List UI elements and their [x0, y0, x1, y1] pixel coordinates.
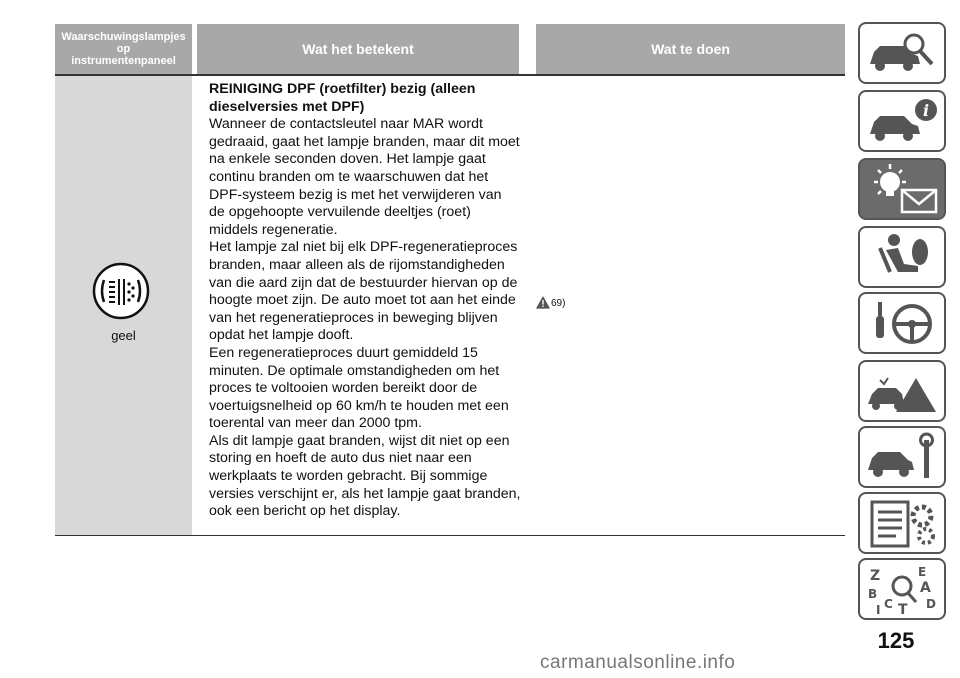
alphabet-index-icon [860, 560, 944, 618]
watermark: carmanualsonline.info [540, 652, 736, 673]
paragraph-4: Als dit lampje gaat branden, wijst dit niet op een storing en hoeft de auto dus niet naar een werkplaats te worden gebracht. Bij sommige versies verschijnt er, als het lampje gaat branden, ook een bericht op het display. [209, 432, 521, 520]
side-tab-technical-data[interactable] [858, 492, 946, 554]
svg-text:C: C [884, 597, 893, 611]
side-tab-safety[interactable] [858, 226, 946, 288]
side-tab-maintenance[interactable] [858, 426, 946, 488]
side-tab-starting-driving[interactable] [858, 292, 946, 354]
section-title [209, 81, 521, 116]
specs-gear-icon [860, 494, 944, 552]
dpf-filter-icon [92, 262, 150, 320]
svg-text:A: A [920, 580, 931, 596]
table-bottom-divider [55, 535, 845, 536]
side-tab-car-search[interactable] [858, 22, 946, 84]
warning-ref-number: 69) [551, 298, 566, 309]
svg-text:I: I [876, 603, 881, 617]
car-wrench-icon [860, 428, 944, 486]
paragraph-3: Een regeneratieproces duurt gemiddeld 15 minuten. De optimale omstandigheden om het proces te voltooien worden bereikt door de voertuigsnelheid op 60 km/h te houden met een toerental van meer dan 2000 tpm. [209, 344, 509, 432]
title-line1: REINIGING DPF (roetfilter) bezig (alleen [209, 81, 476, 97]
page-number: 125 [877, 628, 915, 653]
airbag-seat-icon [860, 228, 944, 286]
svg-text:T: T [898, 602, 908, 618]
side-tab-index[interactable] [858, 558, 946, 620]
lamp-cell [55, 76, 192, 535]
svg-text:i: i [922, 101, 930, 120]
svg-text:Z: Z [870, 568, 881, 584]
svg-text:E: E [918, 565, 927, 579]
meaning-text [209, 81, 521, 521]
svg-text:B: B [868, 587, 878, 601]
car-info-icon [860, 92, 944, 150]
header-col1-line3: instrumentenpaneel [71, 55, 176, 67]
header-col1-line2: op [116, 43, 131, 55]
warning-triangle-icon [536, 296, 550, 309]
warning-light-message-icon [860, 160, 944, 218]
paragraph-1: Wanneer de contactsleutel naar MAR wordt gedraaid, gaat het lampje branden, maar dit moet na enkele seconden doven. Het lampje gaat continu branden om te waarschuwen dat het DPF-systeem bezig is met het verwijderen van de opgehoopte vervuilende deeltjes (roet) middels regeneratie. [209, 116, 520, 238]
lamp-color-label: geel [111, 328, 136, 343]
side-tab-emergency[interactable] [858, 360, 946, 422]
side-tab-warning-lights[interactable] [858, 158, 946, 220]
key-steering-wheel-icon [860, 294, 944, 352]
title-line2: dieselversies met DPF) [209, 98, 365, 115]
paragraph-2: Het lampje zal niet bij elk DPF-regeneratieproces branden, maar alleen als de rijomstandigheden van die aard zijn dat de bestuurder hiervan op de hoogte moet zijn. De auto moet tot aan het einde van het regeneratieproces in beweging blijven opdat het lampje dooft. [209, 239, 518, 344]
car-search-icon [860, 24, 944, 82]
svg-text:D: D [926, 597, 936, 611]
header-meaning: Wat het betekent [197, 24, 519, 74]
header-col1-line1: Waarschuwingslampjes [61, 31, 186, 43]
car-accident-icon [860, 362, 944, 420]
warning-reference[interactable] [536, 296, 565, 309]
header-action: Wat te doen [536, 24, 845, 74]
header-warning-lights [55, 24, 192, 74]
side-tab-car-info[interactable] [858, 90, 946, 152]
